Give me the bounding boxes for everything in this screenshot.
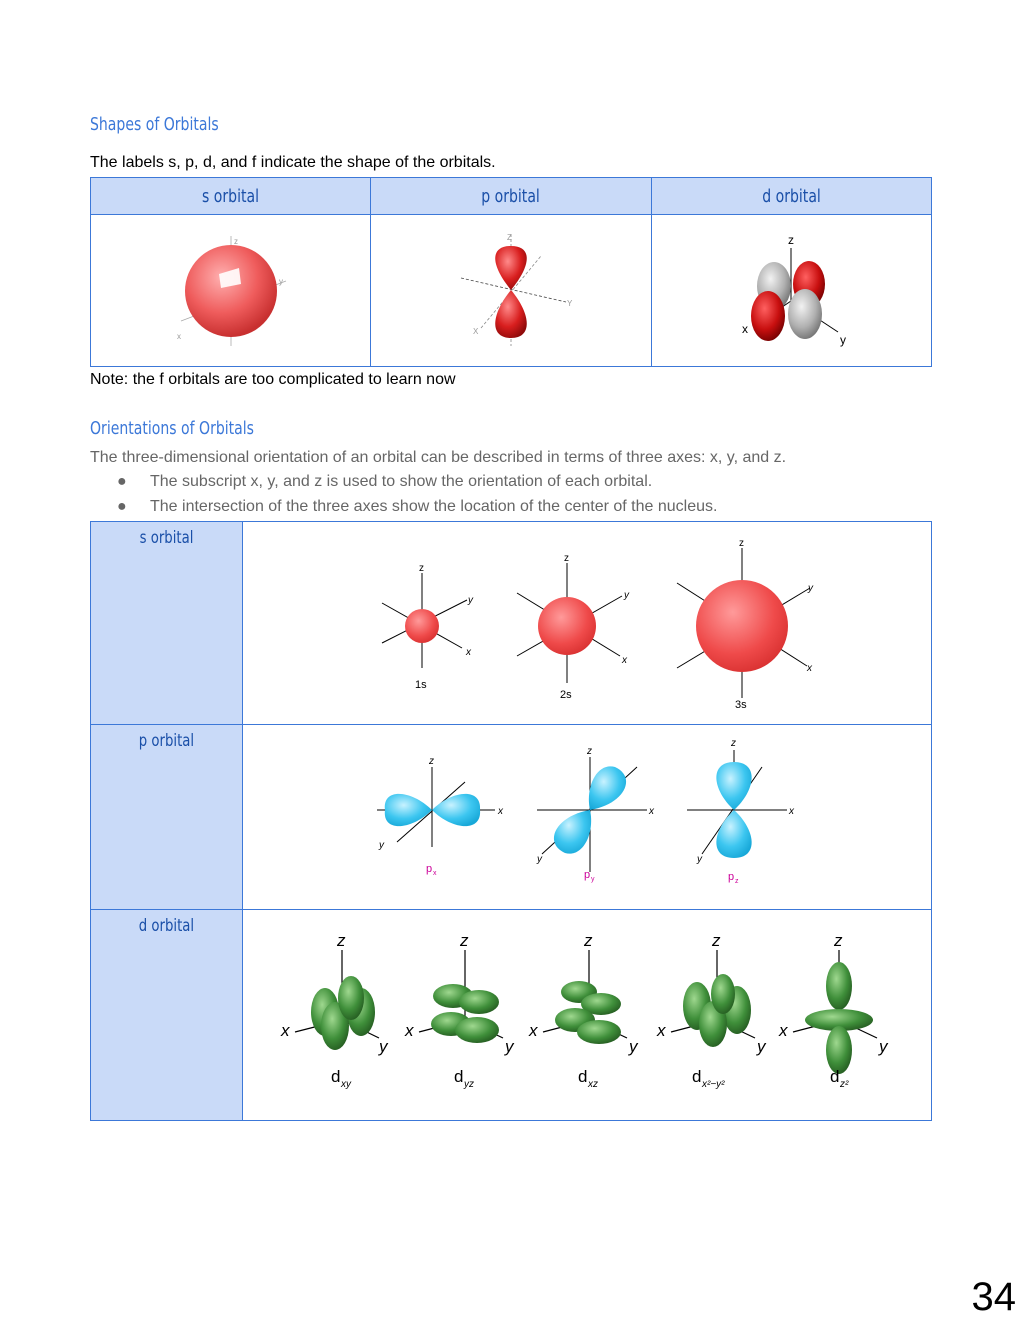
- p-orbitals-px-py-pz: [357, 732, 817, 902]
- orbital-dz2: [778, 931, 889, 1090]
- caption-sub-xy: xy: [341, 1079, 352, 1090]
- svg-text:z: z: [337, 931, 346, 950]
- caption-d: d: [454, 1067, 464, 1086]
- svg-text:z: z: [587, 746, 593, 757]
- section-title-orientations: Orientations of Orbitals: [90, 418, 255, 439]
- svg-text:z: z: [731, 738, 737, 749]
- svg-text:x: x: [498, 806, 504, 817]
- svg-text:x: x: [789, 806, 795, 817]
- svg-text:z: z: [739, 538, 745, 549]
- caption-d: d: [578, 1067, 588, 1086]
- s-orbital-image-cell: [91, 215, 371, 367]
- caption-sub-z: z: [735, 878, 739, 885]
- caption-3s: 3s: [735, 699, 747, 711]
- orbital-dxz: [528, 931, 639, 1090]
- bullet-intersection: The intersection of the three axes show the location of the center of the nucleus.: [150, 498, 718, 515]
- orientations-table: [90, 521, 932, 1121]
- axis-label-z: z: [788, 232, 795, 247]
- caption-1s: 1s: [415, 679, 427, 691]
- d-orbital-image-cell: [651, 215, 931, 367]
- svg-text:y: y: [624, 590, 630, 601]
- caption-sub-x: x: [433, 870, 437, 877]
- header-s-orbital: s orbital: [91, 178, 371, 215]
- f-orbital-note: Note: the f orbitals are too complicated to learn now: [90, 371, 456, 388]
- p-lobe-top: [495, 246, 527, 290]
- orientations-intro: The three-dimensional orientation of an orbital can be described in terms of three axes: x, y, and z.: [90, 449, 787, 466]
- axis-label-x: x: [742, 321, 749, 336]
- d-orbital-clover-image: [716, 226, 866, 356]
- d-orientation-cell: [243, 910, 932, 1121]
- orbital-py: [536, 746, 655, 883]
- svg-text:y: y: [697, 854, 703, 865]
- caption-p: p: [728, 871, 735, 883]
- axis-label-x: x: [176, 331, 181, 341]
- row-label-d-orbital: d orbital: [91, 910, 243, 1121]
- svg-text:x: x: [649, 806, 655, 817]
- bullet-marker: ●: [117, 498, 127, 515]
- row-label-s-orbital: s orbital: [91, 522, 243, 725]
- svg-text:y: y: [379, 840, 385, 851]
- caption-sub-x2-y2: x²−y²: [702, 1079, 725, 1090]
- svg-text:z: z: [429, 756, 435, 767]
- svg-text:x: x: [779, 1021, 788, 1040]
- caption-sub-y: y: [591, 876, 595, 883]
- axis-label-X: X: [472, 326, 479, 336]
- axis-label-Y: Y: [566, 298, 573, 308]
- svg-text:y: y: [629, 1037, 638, 1056]
- svg-text:z: z: [564, 553, 570, 564]
- svg-text:y: y: [537, 854, 543, 865]
- svg-text:y: y: [808, 583, 814, 594]
- p-lobe-bottom: [495, 290, 527, 338]
- d-orbitals-five: [267, 920, 907, 1110]
- axis-label-z: z: [233, 236, 238, 246]
- svg-text:z: z: [712, 931, 721, 950]
- s-orientation-cell: [243, 522, 932, 725]
- svg-text:z: z: [419, 563, 425, 574]
- orbital-dx2-y2: [656, 931, 767, 1090]
- svg-text:x: x: [405, 1021, 414, 1040]
- s-sphere: [185, 245, 277, 337]
- s-orbitals-1s-2s-3s: [352, 528, 822, 718]
- caption-d: d: [692, 1067, 702, 1086]
- svg-text:x: x: [529, 1021, 538, 1040]
- axis-label-y: y: [840, 332, 847, 347]
- orbital-pz: [687, 738, 795, 885]
- caption-sub-yz: yz: [464, 1079, 475, 1090]
- header-p-orbital: p orbital: [371, 178, 651, 215]
- axis-label-y: y: [278, 276, 283, 286]
- caption-d: d: [830, 1067, 840, 1086]
- caption-p: p: [426, 863, 433, 875]
- page-number: 34: [971, 1275, 1016, 1319]
- orbital-2s: [517, 553, 630, 701]
- svg-text:y: y: [379, 1037, 388, 1056]
- svg-text:z: z: [460, 931, 469, 950]
- orbital-dyz: [404, 931, 515, 1090]
- svg-text:z: z: [834, 931, 843, 950]
- shapes-intro: The labels s, p, d, and f indicate the shape of the orbitals.: [90, 154, 496, 171]
- d-lobe-gray-right: [788, 289, 822, 339]
- d-lobe-red-left: [751, 291, 785, 341]
- p-orientation-cell: [243, 725, 932, 910]
- row-label-p-orbital: p orbital: [91, 725, 243, 910]
- p-orbital-image-cell: [371, 215, 651, 367]
- svg-text:y: y: [468, 595, 474, 606]
- orbital-px: [377, 756, 504, 877]
- s-orbital-sphere-image: [161, 226, 301, 356]
- svg-text:x: x: [466, 647, 472, 658]
- svg-text:z: z: [584, 931, 593, 950]
- bullet-subscript: The subscript x, y, and z is used to show the orientation of each orbital.: [150, 473, 653, 490]
- caption-sub-xz: xz: [588, 1079, 599, 1090]
- caption-p: p: [584, 869, 591, 881]
- svg-text:y: y: [879, 1037, 888, 1056]
- orbital-1s: [382, 563, 474, 691]
- axis-label-Z: Z: [506, 232, 512, 242]
- bullet-marker: ●: [117, 473, 127, 490]
- header-d-orbital: d orbital: [651, 178, 931, 215]
- svg-text:x: x: [807, 663, 813, 674]
- caption-d: d: [331, 1067, 341, 1086]
- caption-2s: 2s: [560, 689, 572, 701]
- svg-text:y: y: [757, 1037, 766, 1056]
- svg-text:x: x: [622, 655, 628, 666]
- section-title-shapes: Shapes of Orbitals: [90, 114, 219, 135]
- orbital-dxy: [280, 931, 389, 1090]
- shapes-table: [90, 177, 932, 367]
- orbital-3s: [677, 538, 814, 711]
- p-orbital-dumbbell-image: [441, 226, 581, 356]
- caption-sub-z2: z²: [840, 1079, 849, 1090]
- svg-text:x: x: [281, 1021, 290, 1040]
- svg-text:x: x: [657, 1021, 666, 1040]
- svg-text:y: y: [505, 1037, 514, 1056]
